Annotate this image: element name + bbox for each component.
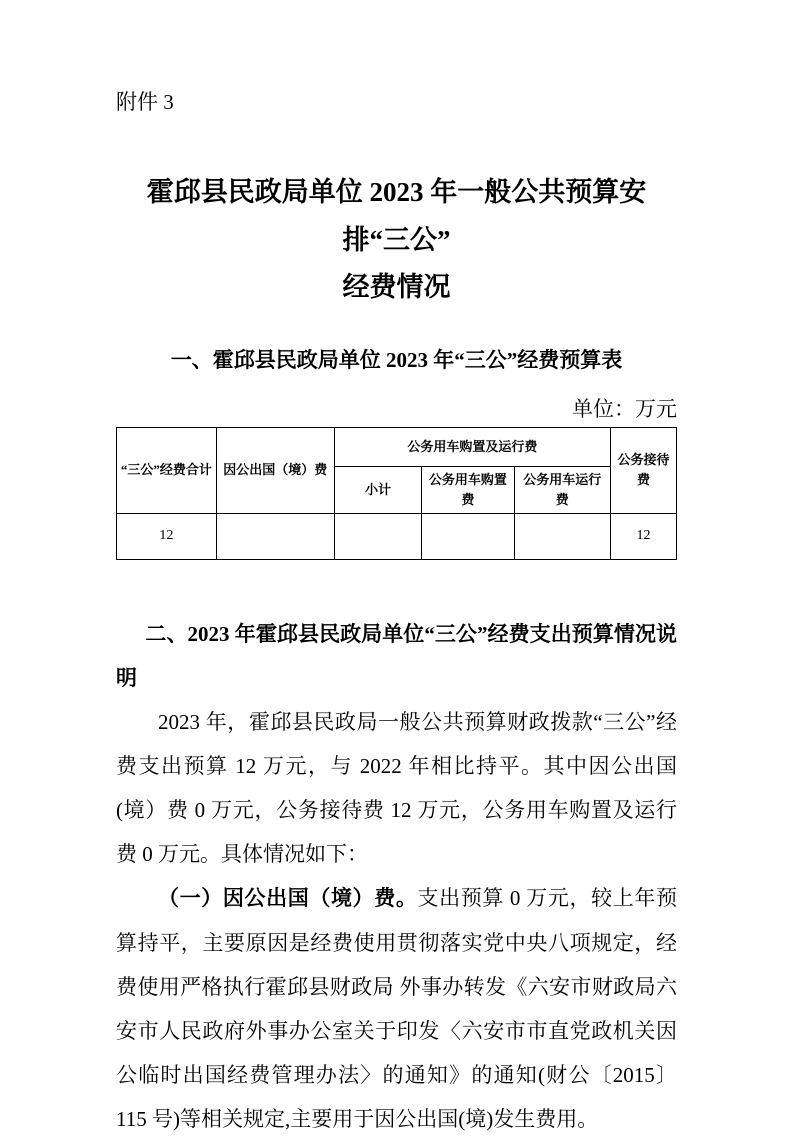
table-header-row-1	[117, 427, 677, 466]
section1-heading: 一、霍邱县民政局单位 2023 年“三公”经费预算表	[170, 348, 623, 373]
unit-note: 单位：万元	[572, 396, 677, 421]
paragraph-budget-summary: 2023 年，霍邱县民政局一般公共预算财政拨款“三公”经费支出预算 12 万元，与 2022 年相比持平。其中因公出国(境）费 0 万元，公务接待费 12 万元，公务用车购置及运行费 0 万元。具体情况如下：	[116, 710, 677, 867]
header-reception-fee: 公务接待费	[610, 427, 676, 513]
header-vehicle-subtotal: 小计	[334, 466, 421, 513]
header-vehicle-group: 公务用车购置及运行费	[334, 427, 610, 466]
table-data-row	[117, 513, 677, 559]
section2-heading: 二、2023 年霍邱县民政局单位“三公”经费支出预算情况说明	[116, 621, 677, 691]
paragraph-abroad-detail	[116, 876, 677, 1141]
header-three-public-total: “三公”经费合计	[117, 427, 217, 513]
cell-vehicle-operation	[514, 513, 610, 559]
header-vehicle-purchase: 公务用车购置费	[422, 466, 514, 513]
cell-vehicle-purchase	[422, 513, 514, 559]
header-vehicle-operation: 公务用车运行费	[514, 466, 610, 513]
budget-table	[116, 427, 677, 560]
document-title-line2: 经费情况	[342, 271, 451, 302]
cell-three-public-total: 12	[117, 513, 217, 559]
paragraph-abroad-detail-lead: （一）因公出国（境）费。	[158, 886, 418, 911]
cell-vehicle-subtotal	[334, 513, 421, 559]
paragraph-abroad-detail-body: 支出预算 0 万元，较上年预算持平，主要原因是经费使用贯彻落实党中央八项规定，经费使用严格执行霍邱县财政局 外事办转发《六安市财政局六安市人民政府外事办公室关于印发〈六安市市直党政机关因公临时出国经费管理办法〉的通知》的通知(财公〔2015〕115 号)等相关规定,主要用于因公出国(境)发生费用。	[116, 886, 677, 1131]
attachment-label: 附件 3	[116, 90, 174, 114]
cell-reception-fee: 12	[610, 513, 676, 559]
document-title	[116, 169, 677, 311]
document-title-line1: 霍邱县民政局单位 2023 年一般公共预算安排“三公”	[146, 177, 647, 255]
header-abroad-fee: 因公出国（境）费	[216, 427, 334, 513]
cell-abroad-fee	[216, 513, 334, 559]
